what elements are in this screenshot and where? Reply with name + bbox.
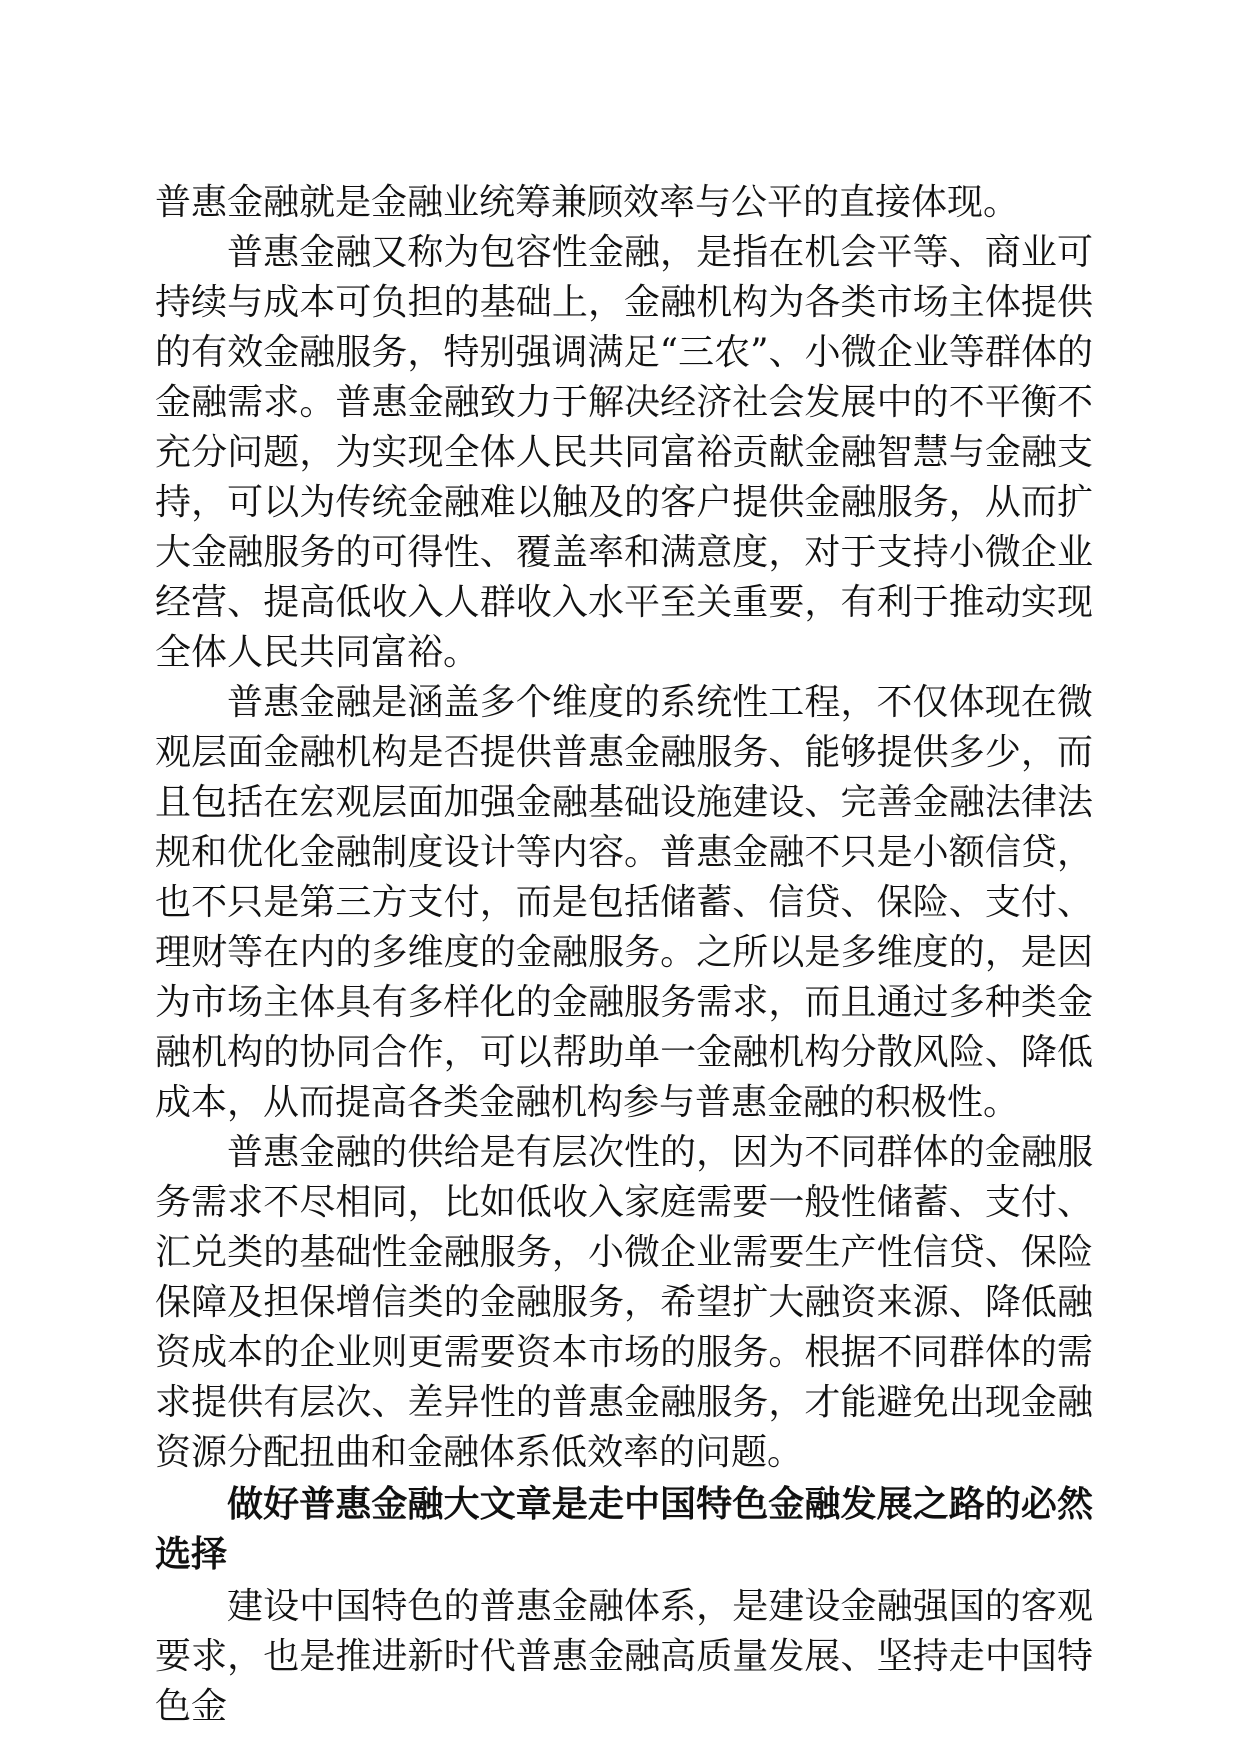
body-paragraph: 普惠金融是涵盖多个维度的系统性工程，不仅体现在微观层面金融机构是否提供普惠金融服务、能够提供多少，而且包括在宏观层面加强金融基础设施建设、完善金融法律法规和优化金融制度设计等内容。普惠金融不只是小额信贷，也不只是第三方支付，而是包括储蓄、信贷、保险、支付、理财等在内的多维度的金融服务。之所以是多维度的，是因为市场主体具有多样化的金融服务需求，而且通过多种类金融机构的协同合作，可以帮助单一金融机构分散风险、降低成本，从而提高各类金融机构参与普惠金融的积极性。 (155, 682, 1093, 1123)
body-paragraph: 建设中国特色的普惠金融体系，是建设金融强国的客观要求，也是推进新时代普惠金融高质量发展、坚持走中国特色金 (155, 1586, 1093, 1727)
document-page (155, 178, 1093, 1732)
section-heading: 做好普惠金融大文章是走中国特色金融发展之路的必然选择 (155, 1484, 1093, 1575)
body-paragraph-continuation: 普惠金融就是金融业统筹兼顾效率与公平的直接体现。 (155, 182, 1020, 223)
body-paragraph: 普惠金融的供给是有层次性的，因为不同群体的金融服务需求不尽相同，比如低收入家庭需要一般性储蓄、支付、汇兑类的基础性金融服务，小微企业需要生产性信贷、保险保障及担保增信类的金融服务，希望扩大融资来源、降低融资成本的企业则更需要资本市场的服务。根据不同群体的需求提供有层次、差异性的普惠金融服务，才能避免出现金融资源分配扭曲和金融体系低效率的问题。 (155, 1132, 1093, 1473)
body-paragraph: 普惠金融又称为包容性金融，是指在机会平等、商业可持续与成本可负担的基础上，金融机构为各类市场主体提供的有效金融服务，特别强调满足“三农”、小微企业等群体的金融需求。普惠金融致力于解决经济社会发展中的不平衡不充分问题，为实现全体人民共同富裕贡献金融智慧与金融支持，可以为传统金融难以触及的客户提供金融服务，从而扩大金融服务的可得性、覆盖率和满意度，对于支持小微企业经营、提高低收入人群收入水平至关重要，有利于推动实现全体人民共同富裕。 (155, 232, 1093, 673)
